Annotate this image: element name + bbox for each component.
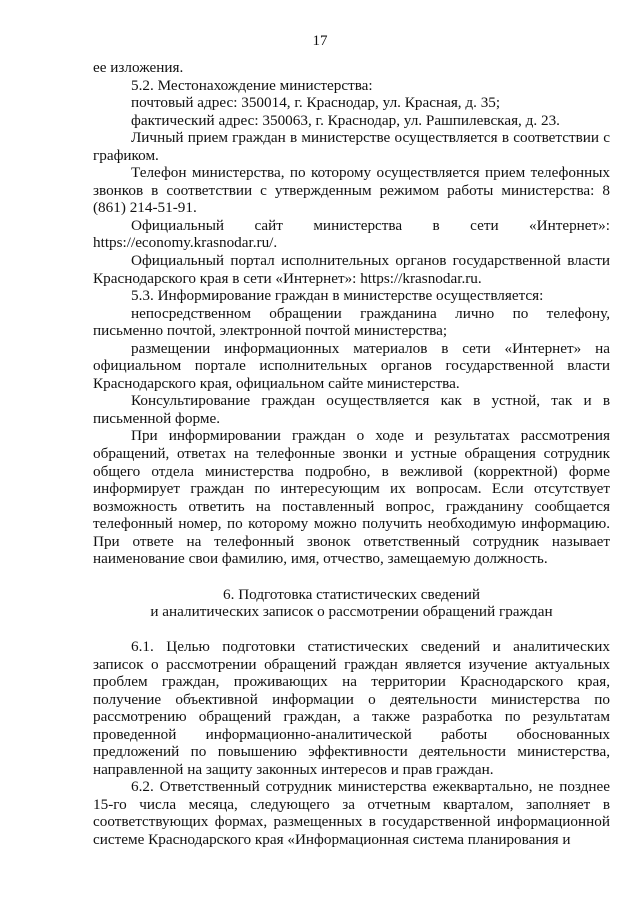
- paragraph: фактический адрес: 350063, г. Краснодар, ул. Рашпилевская, д. 23.: [131, 111, 560, 129]
- paragraph: непосредственном обращении гражданина лично по телефону, письменно почтой, электронной почтой министерства;: [93, 304, 610, 340]
- paragraph: Личный прием граждан в министерстве осуществляется в соответствии с графиком.: [93, 129, 610, 164]
- paragraph: почтовый адрес: 350014, г. Краснодар, ул. Красная, д. 35;: [131, 94, 501, 112]
- paragraph: Официальный сайт министерства в сети «Интернет»: https://economy.krasnodar.ru/.: [93, 216, 610, 252]
- paragraph: 5.3. Информирование граждан в министерстве осуществляется:: [131, 287, 544, 305]
- paragraph: Консультирование граждан осуществляется как в устной, так и в письменной форме.: [93, 392, 610, 427]
- paragraph: ее изложения.: [93, 59, 184, 76]
- paragraph: При информировании граждан о ходе и результатах рассмотрения обращений, ответах на телефонные звонки и устные обращения сотрудник общего отдела министерства подробно, в вежливой (корректной) форме информирует граждан по интересующим их вопросам. Если отсутствует возможность ответить на поставленный вопрос, гражданину сообщается телефонный номер, по которому можно получить необходимую информацию. При ответе на телефонный звонок ответственный сотрудник называет наименование свои фамилию, имя, отчество, замещаемую должность.: [93, 427, 610, 568]
- paragraph: 6.2. Ответственный сотрудник министерства ежеквартально, не позднее 15-го числа месяца, следующего за отчетным кварталом, заполняет в соответствующих формах, размещенных в государственной информационной системе Краснодарского края «Информационная система планирования и: [93, 778, 610, 848]
- paragraph: Официальный портал исполнительных органов государственной власти Краснодарского края в сети «Интернет»: https://krasnodar.ru.: [93, 252, 610, 287]
- page-number: 17: [312, 33, 328, 49]
- section-heading-line-1: 6. Подготовка статистических сведений: [223, 585, 480, 603]
- paragraph: 5.2. Местонахождение министерства:: [131, 76, 373, 94]
- paragraph: 6.1. Целью подготовки статистических сведений и аналитических записок о рассмотрении обращений граждан является изучение актуальных проблем граждан, проживающих на территории Краснодарского края, получение объективной информации о деятельности министерства по рассмотрению обращений граждан, а также разработка по результатам проведенной информационно-аналитической работы обоснованных предложений по повышению эффективности деятельности министерства, направленной на защиту законных интересов и прав граждан.: [93, 637, 610, 778]
- paragraph: Телефон министерства, по которому осуществляется прием телефонных звонков в соответствии с утвержденным режимом работы министерства: 8 (861) 214-51-91.: [93, 164, 610, 217]
- document-body: [93, 59, 610, 849]
- section-heading: [93, 586, 610, 621]
- paragraph: размещении информационных материалов в сети «Интернет» на официальном портале исполнительных органов государственной власти Краснодарского края, официальном сайте министерства.: [93, 339, 610, 392]
- section-heading-line-2: и аналитических записок о рассмотрении обращений граждан: [150, 603, 553, 621]
